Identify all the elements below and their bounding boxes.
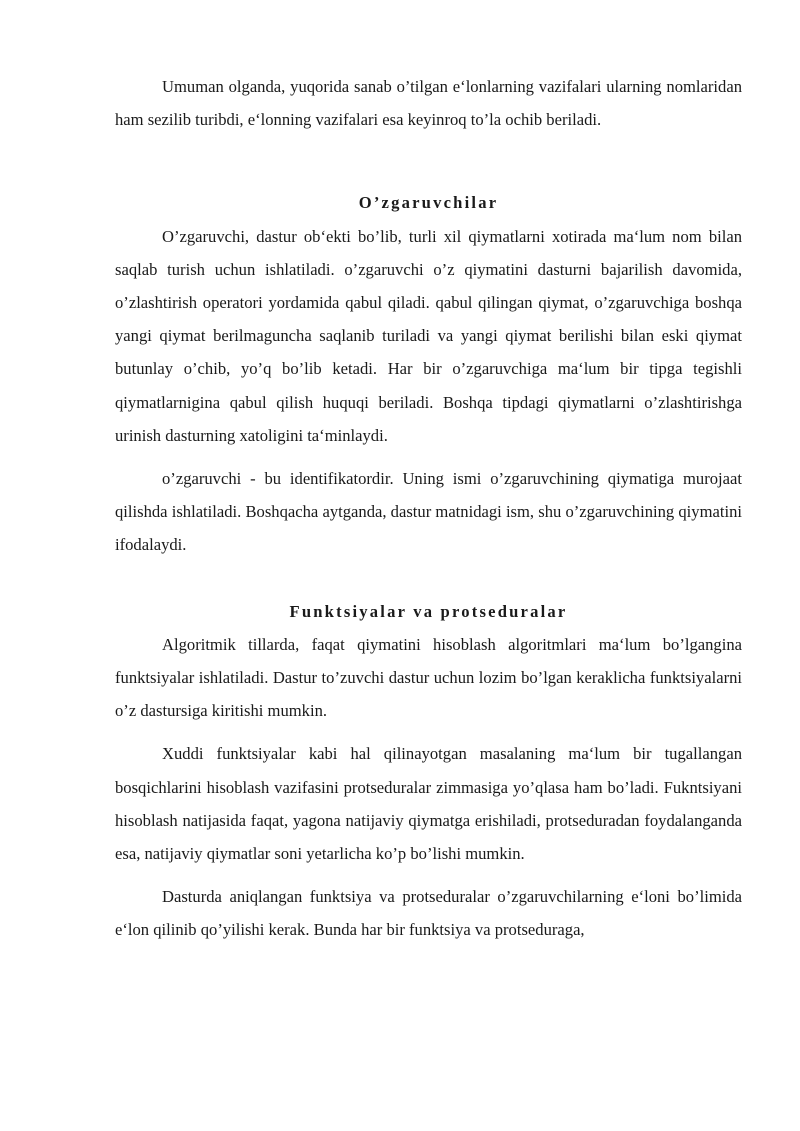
intro-paragraph: Umuman olganda, yuqorida sanab o’tilgan e‘lonlarning vazifalari ularning nomlaridan ham sezilib turibdi, e‘lonning vazifalari esa keyinroq to’la ochib beriladi. xyxy=(115,77,742,130)
spacer xyxy=(115,727,742,737)
variables-paragraph-1: O’zgaruvchi, dastur ob‘ekti bo’lib, turli xil qiymatlarni xotirada ma‘lum nom bilan saqlab turish uchun ishlatiladi. o’zgaruvchi o’z qiymatini dasturni bajarilish davomida, o’zlashtirish operatori yordamida qabul qiladi. qabul qilingan qiymat, o’zgaruvchiga boshqa yangi qiymat berilmaguncha saqlanib turiladi va yangi qiymat berilishi bilan eski qiymat butunlay o’chib, yo’q bo’lib ketadi. Har bir o’zgaruvchiga ma‘lum bir tipga tegishli qiymatlarnigina qabul qilish huquqi beriladi. Boshqa tipdagi qiymatlarni o’zlashtirishga urinish dasturning xatoligini ta‘minlaydi. xyxy=(115,226,742,445)
document-page xyxy=(115,70,742,947)
spacer xyxy=(115,870,742,880)
spacer xyxy=(115,136,742,186)
spacer xyxy=(115,562,742,595)
variables-paragraph-2: o’zgaruvchi - bu identifikatordir. Uning ismi o’zgaruvchining qiymatiga murojaat qilishda ishlatiladi. Boshqacha aytganda, dastur matnidagi ism, shu o’zgaruvchining qiymatini ifodalaydi. xyxy=(115,469,742,555)
spacer xyxy=(115,452,742,462)
section-heading-variables: O’zgaruvchilar xyxy=(358,193,499,213)
section-heading-functions: Funktsiyalar va protseduralar xyxy=(289,601,568,621)
functions-paragraph-3: Dasturda aniqlangan funktsiya va protseduralar o’zgaruvchilarning e‘loni bo’limida e‘lon qilinib qo’yilishi kerak. Bunda har bir funktsiya va protseduraga, xyxy=(115,887,742,940)
functions-paragraph-2: Xuddi funktsiyalar kabi hal qilinayotgan masalaning ma‘lum bir tugallangan bosqichlarini hisoblash vazifasini protseduralar zimmasiga yo’qlasa ham bo’ladi. Fukntsiyani hisoblash natijasida faqat, yagona natijaviy qiymatga erishiladi, protseduradan foydalanganda esa, natijaviy qiymatlar soni yetarlicha ko’p bo’lishi mumkin. xyxy=(115,744,742,864)
functions-paragraph-1: Algoritmik tillarda, faqat qiymatini hisoblash algoritmlari ma‘lum bo’lgangina funktsiyalar ishlatiladi. Dastur to’zuvchi dastur uchun lozim bo’lgan keraklicha funktsiyalarni o’z dastursiga kiritishi mumkin. xyxy=(115,634,742,721)
